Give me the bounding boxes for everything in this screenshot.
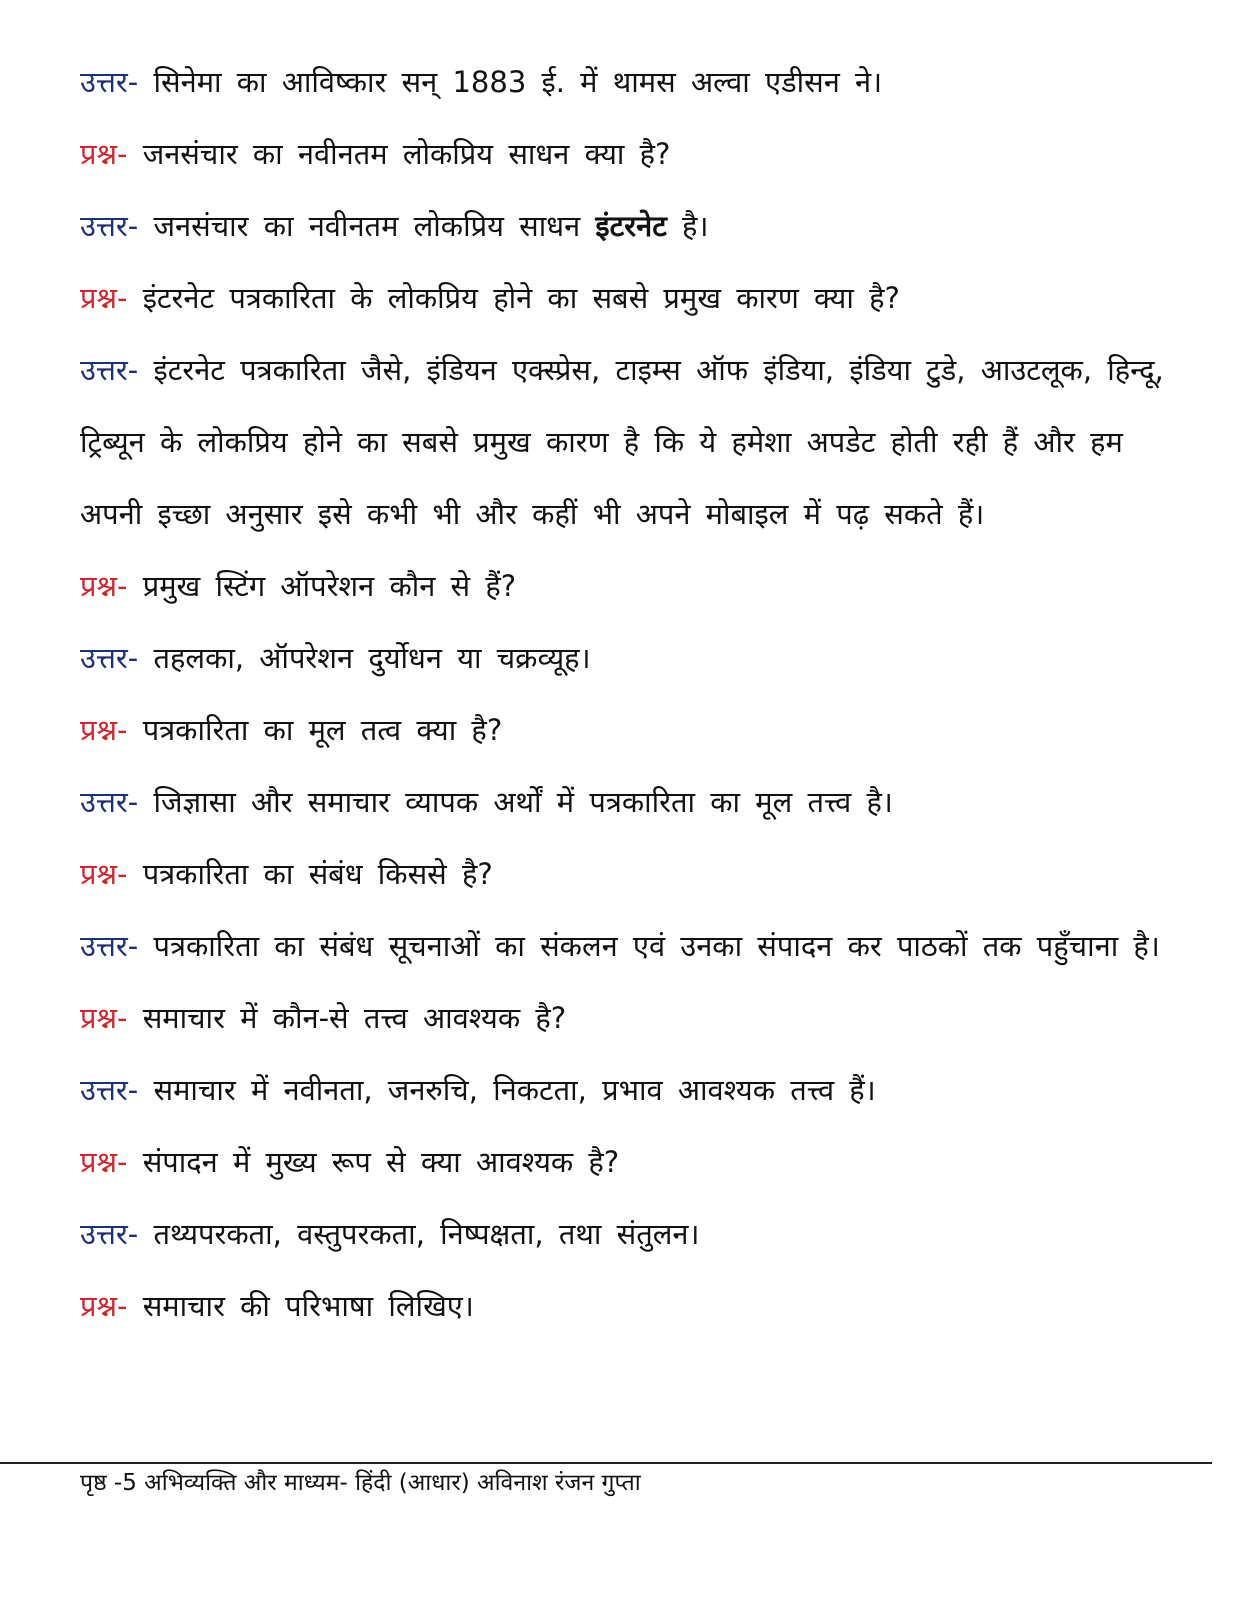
question-label: प्रश्न- (80, 1145, 128, 1179)
answer-label: उत्तर- (80, 785, 139, 819)
answer-label: उत्तर- (80, 641, 139, 675)
answer-text: पत्रकारिता का संबंध सूचनाओं का संकलन एवं उनका संपादन कर पाठकों तक पहुँचाना है। (153, 929, 1160, 963)
page-footer: पृष्ठ -5 अभिव्यक्ति और माध्यम- हिंदी (आधार) अविनाश रंजन गुप्ता (80, 1470, 641, 1496)
answer-label: उत्तर- (80, 209, 139, 243)
question-2 (80, 118, 1165, 190)
question-label: प्रश्न- (80, 281, 128, 315)
question-label: प्रश्न- (80, 1001, 128, 1035)
answer-4 (80, 622, 1165, 694)
question-3 (80, 262, 1165, 334)
answer-6 (80, 910, 1165, 982)
question-5 (80, 694, 1165, 766)
answer-text: तहलका, ऑपरेशन दुर्योधन या चक्रव्यूह। (153, 641, 591, 675)
question-text: समाचार में कौन-से तत्त्व आवश्यक है? (142, 1001, 567, 1035)
question-6 (80, 838, 1165, 910)
answer-text-end: है। (682, 209, 709, 243)
question-7 (80, 982, 1165, 1054)
question-text: पत्रकारिता का मूल तत्व क्या है? (142, 713, 503, 747)
answer-2 (80, 190, 1165, 262)
question-label: प्रश्न- (80, 857, 128, 891)
answer-label: उत्तर- (80, 1217, 139, 1251)
answer-bold-term: इंटरनेट (595, 209, 667, 243)
question-text: प्रमुख स्टिंग ऑपरेशन कौन से हैं? (142, 569, 517, 603)
answer-3 (80, 334, 1165, 550)
answer-8 (80, 1198, 1165, 1270)
answer-text: समाचार में नवीनता, जनरुचि, निकटता, प्रभाव आवश्यक तत्त्व हैं। (153, 1073, 876, 1107)
question-label: प्रश्न- (80, 1289, 128, 1323)
answer-text: तथ्यपरकता, वस्तुपरकता, निष्पक्षता, तथा संतुलन। (153, 1217, 700, 1251)
answer-1 (80, 46, 1165, 118)
footer-divider (0, 1462, 1212, 1464)
answer-label: उत्तर- (80, 1073, 139, 1107)
answer-label: उत्तर- (80, 65, 139, 99)
answer-text: सिनेमा का आविष्कार सन् 1883 ई. में थामस अल्वा एडीसन ने। (153, 65, 883, 99)
question-8 (80, 1126, 1165, 1198)
question-label: प्रश्न- (80, 713, 128, 747)
answer-label: उत्तर- (80, 929, 139, 963)
question-text: संपादन में मुख्य रूप से क्या आवश्यक है? (142, 1145, 620, 1179)
answer-text: जिज्ञासा और समाचार व्यापक अर्थों में पत्रकारिता का मूल तत्त्व है। (153, 785, 893, 819)
question-9 (80, 1270, 1165, 1342)
question-label: प्रश्न- (80, 137, 128, 171)
answer-5 (80, 766, 1165, 838)
answer-label: उत्तर- (80, 353, 139, 387)
question-text: पत्रकारिता का संबंध किससे है? (142, 857, 493, 891)
question-4 (80, 550, 1165, 622)
qa-content (80, 46, 1165, 1342)
answer-text: जनसंचार का नवीनतम लोकप्रिय साधन (153, 209, 581, 243)
answer-text: इंटरनेट पत्रकारिता जैसे, इंडियन एक्स्प्रेस, टाइम्स ऑफ इंडिया, इंडिया टुडे, आउटलूक, हिन्दू, ट्रिब्यून के लोकप्रिय होने का सबसे प्रमुख कारण है कि ये हमेशा अपडेट होती रही हैं और हम अपनी इच्छा अनुसार इसे कभी भी और कहीं भी अपने मोबाइल में पढ़ सकते हैं। (80, 353, 1164, 531)
question-text: समाचार की परिभाषा लिखिए। (142, 1289, 474, 1323)
question-label: प्रश्न- (80, 569, 128, 603)
question-text: जनसंचार का नवीनतम लोकप्रिय साधन क्या है? (142, 137, 671, 171)
answer-7 (80, 1054, 1165, 1126)
question-text: इंटरनेट पत्रकारिता के लोकप्रिय होने का सबसे प्रमुख कारण क्या है? (142, 281, 900, 315)
